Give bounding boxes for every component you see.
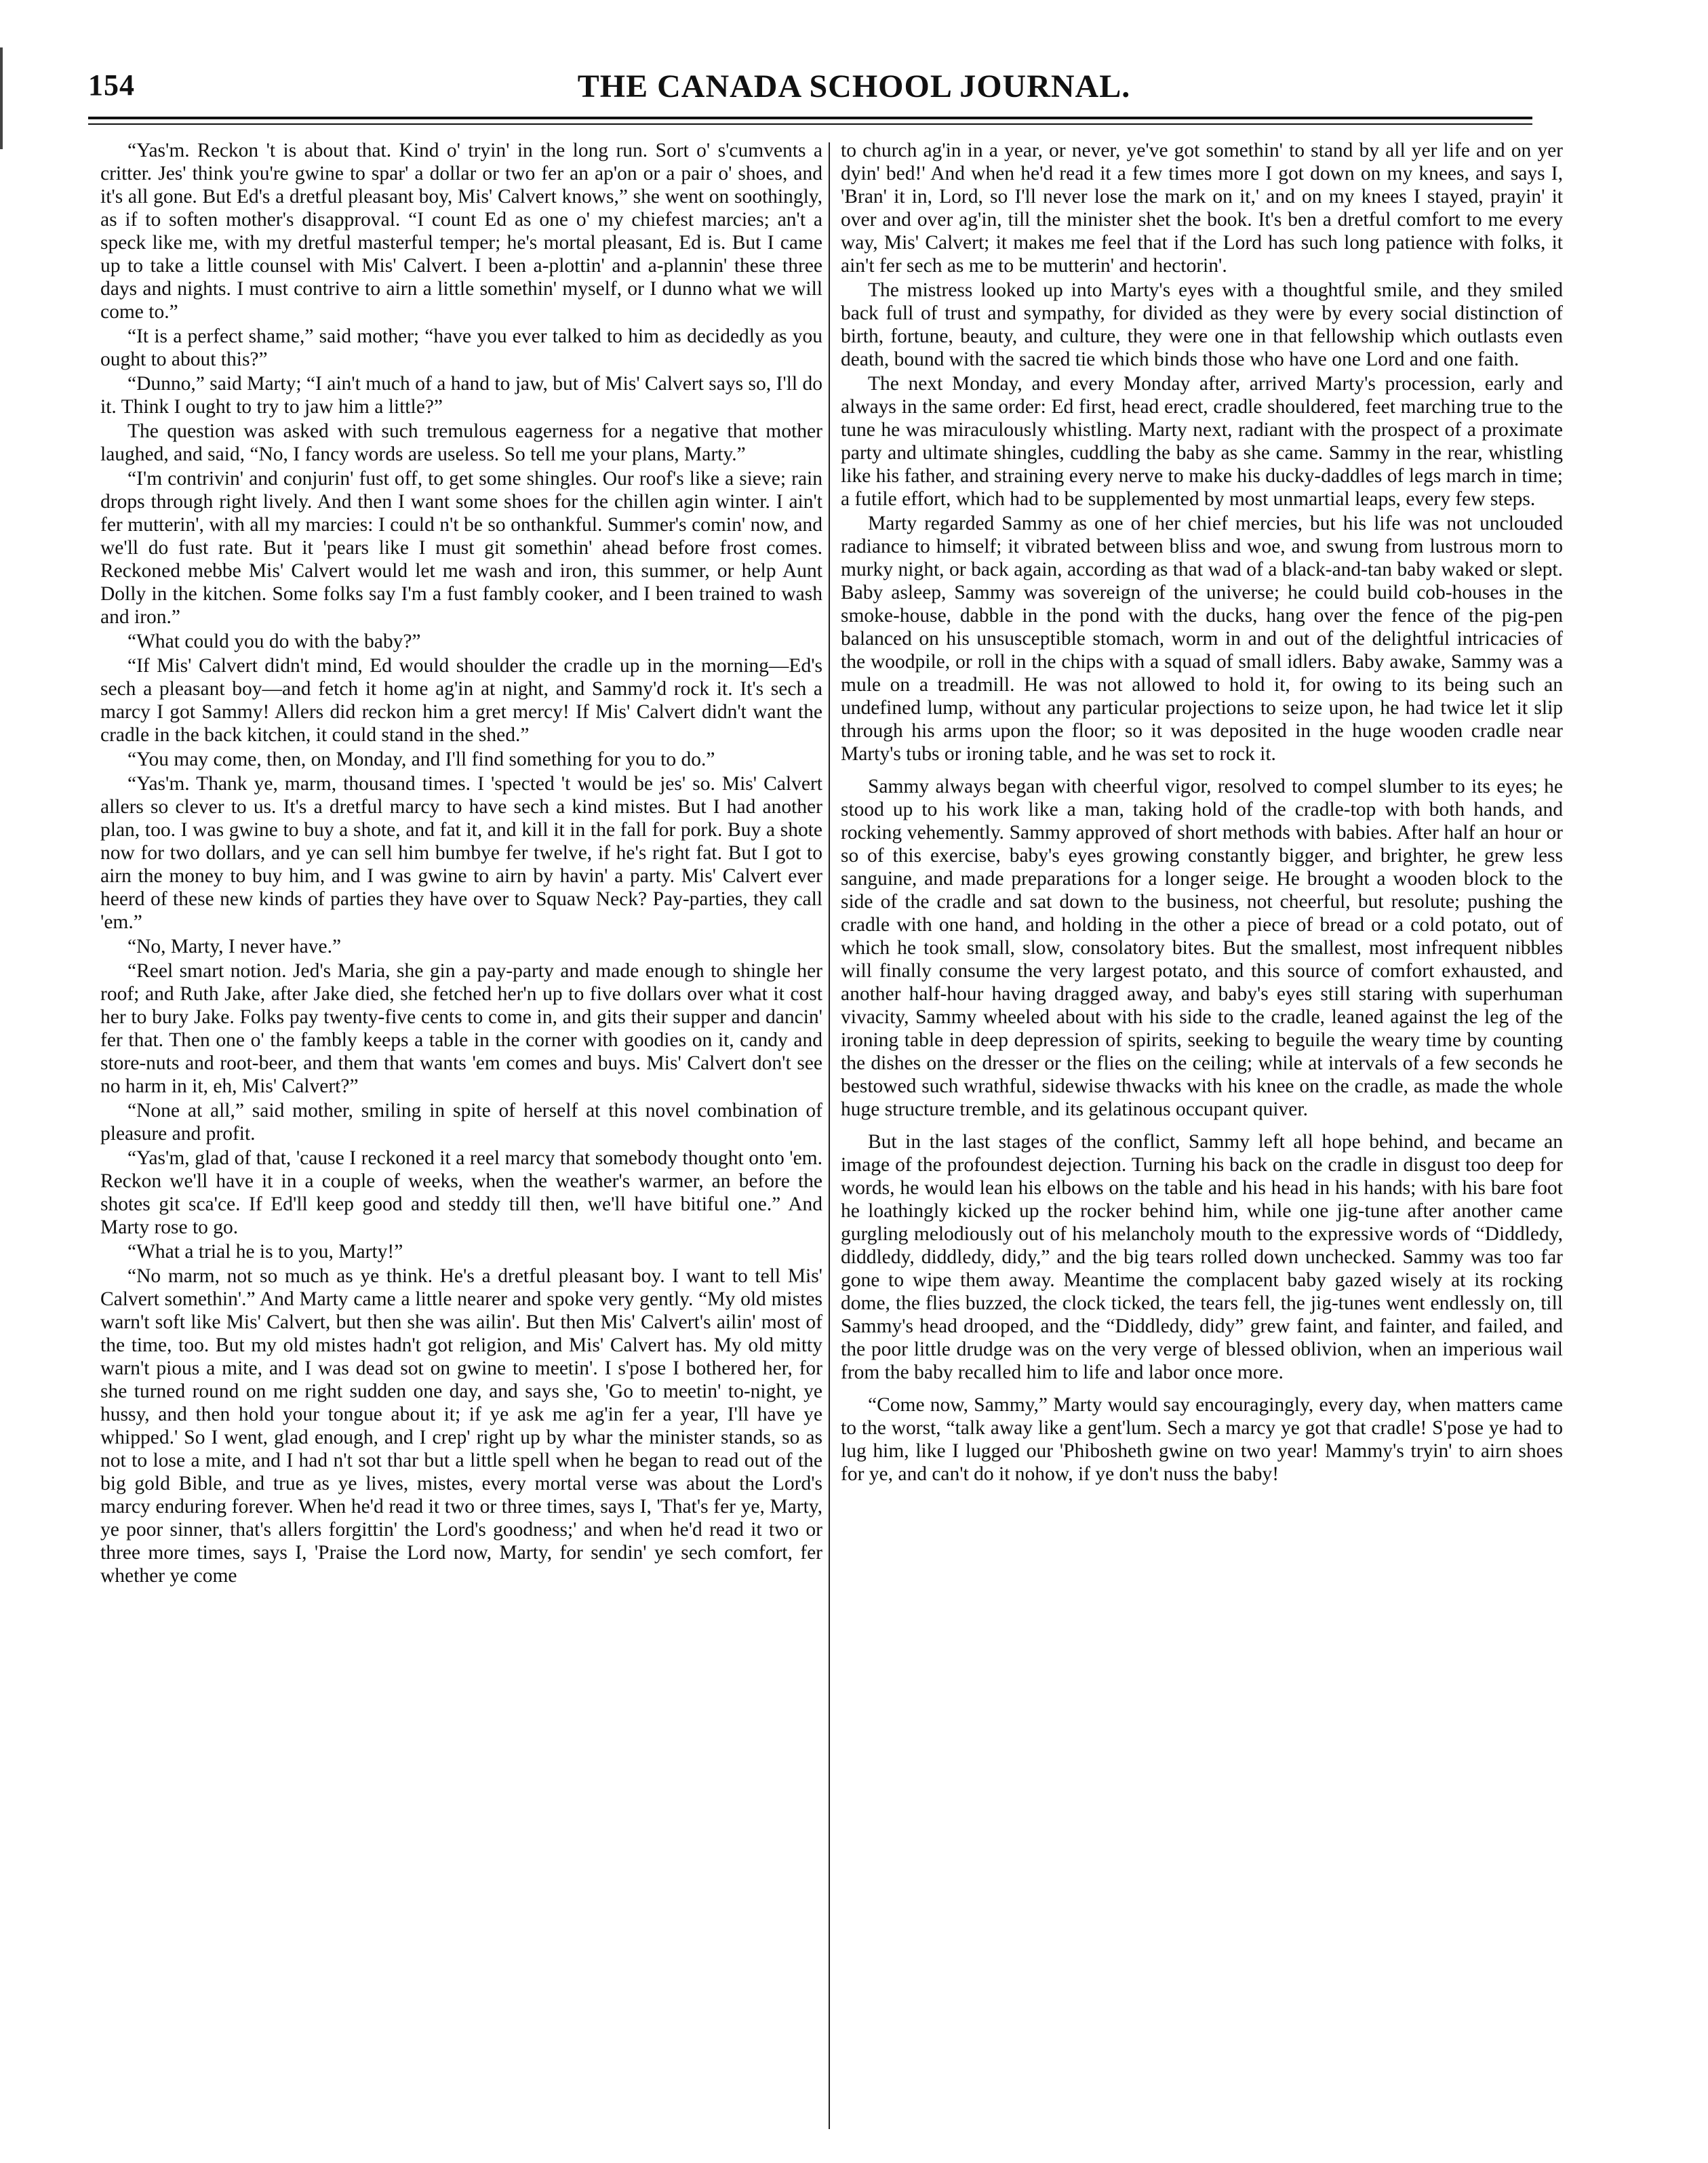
paragraph: “Dunno,” said Marty; “I ain't much of a hand to jaw, but of Mis' Calvert says so, I'll do it. Think I ought to try to jaw him a little?” — [100, 373, 822, 418]
paragraph: “No, Marty, I never have.” — [127, 936, 342, 957]
paragraph: “It is a perfect shame,” said mother; “have you ever talked to him as decidedly as you ought to about this?” — [100, 325, 822, 370]
journal-title: THE CANADA SCHOOL JOURNAL. — [577, 68, 1131, 104]
paragraph: “No marm, not so much as ye think. He's a dretful pleasant boy. I want to tell Mis' Calvert somethin'.” And Marty came a little nearer and spoke very gently. “My old mistes warn't soft like Mis' Calvert, but then she was ailin'. But then Mis' Calvert's ailin' most of the time, too. But my old mistes hadn't got religion, and Mis' Calvert has. My old mitty warn't pious a mite, and I was dead sot on gwine to meetin'. I s'pose I bothered her, for she turned round on me right sudden one day, and says she, 'Go to meetin' to-night, ye hussy, and then hold your tongue about it; if ye ask me ag'in fer a year, I'll have ye whipped.' So I went, glad enough, and I crep' right up by whar the minister stands, so as not to lose a mite, and I had n't sot thar but a little spell when he began to read out of the big gold Bible, and true as ye lives, mistes, every mortal verse was about the Lord's marcy enduring forever. When he'd read it two or three times, says I, 'That's fer ye, Marty, ye poor sinner, that's allers forgittin' the Lord's goodness;' and when he'd read it two or three more times, says I, 'Praise the Lord now, Marty, for sendin' ye sech comfort, fer whether ye come — [100, 1265, 822, 1587]
paragraph: “If Mis' Calvert didn't mind, Ed would shoulder the cradle up in the morning—Ed's sech a pleasant boy—and fetch it home ag'in at night, and Sammy'd rock it. It's sech a marcy I got Sammy! Allers did reckon him a gret mercy! If Mis' Calvert didn't want the cradle in the back kitchen, it could stand in the shed.” — [100, 655, 822, 746]
paragraph: “Come now, Sammy,” Marty would say encouragingly, every day, when matters came to the worst, “talk away like a gent'lum. Sech a marcy ye got that cradle! S'pose ye had to lug him, like I lugged our 'Phibosheth gwine on two year! Mammy's tryin' to airn shoes for ye, and can't do it nohow, if ye don't nuss the baby! — [841, 1394, 1563, 1485]
paragraph: “I'm contrivin' and conjurin' fust off, to get some shingles. Our roof's like a sieve; rain drops through right lively. And then I want some shoes for the chillen agin winter. I ain't fer mutterin', with all my marcies: I could n't be so onthankful. Summer's comin' now, and we'll do fust rate. But it 'pears like I must git somethin' ahead before frost comes. Reckoned mebbe Mis' Calvert would let me wash and iron, this summer, or help Aunt Dolly in the kitchen. Some folks say I'm a fust fambly cooker, and I been trained to wash and iron.” — [100, 468, 822, 628]
paragraph: The next Monday, and every Monday after, arrived Marty's procession, early and always in the same order: Ed first, head erect, cradle shouldered, feet marching true to the tune he was miraculously whistling. Marty next, radiant with the prospect of a proximate party and ultimate shingles, cuddling the baby as she came. Sammy in the rear, whistling like his father, and straining every nerve to make his ducky-daddles of legs march in time; a futile effort, which had to be supplemented by most unmartial leaps, every few steps. — [841, 373, 1563, 510]
header-rule-thin — [88, 123, 1532, 125]
column-divider — [829, 142, 830, 2129]
page-number: 154 — [88, 68, 135, 102]
paragraph-continued: to church ag'in in a year, or never, ye've got somethin' to stand by all yer life and on yer dyin' bed!' And when he'd read it a few times more I got down on my knees, and says I, 'Bran' it in, Lord, so I'll never lose the mark on it,' and on my knees I stayed, prayin' it over and over ag'in, till the minister shet the book. It's ben a dretful comfort to me every way, Mis' Calvert; it makes me feel that if the Lord has such long patience with folks, it ain't fer sech as me to be mutterin' and hectorin'. — [841, 140, 1563, 277]
left-column — [100, 139, 822, 2105]
header-rule-thick — [88, 117, 1532, 119]
paragraph: “You may come, then, on Monday, and I'll find something for you to do.” — [127, 749, 715, 770]
paragraph: The mistress looked up into Marty's eyes with a thoughtful smile, and they smiled back full of trust and sympathy, for divided as they were by every social distinction of birth, fortune, beauty, and culture, they were one in that fellowship which outlasts even death, bound with the sacred tie which binds those who have one Lord and one faith. — [841, 279, 1563, 370]
paragraph: “Reel smart notion. Jed's Maria, she gin a pay-party and made enough to shingle her roof; and Ruth Jake, after Jake died, she fetched her'n up to five dollars over what it cost her to bury Jake. Folks pay twenty-five cents to come in, and gits their supper and dancin' fer that. Then one o' the fambly keeps a table in the corner with goodies on it, candy and store-nuts and root-beer, and them that wants 'em comes and buys. Mis' Calvert don't see no harm in it, eh, Mis' Calvert?” — [100, 960, 822, 1097]
paragraph: “Yas'm. Thank ye, marm, thousand times. I 'spected 't would be jes' so. Mis' Calvert allers so clever to us. It's a dretful marcy to have sech a kind mistes. But I had another plan, too. I was gwine to buy a shote, and fat it, and kill it in the fall for pork. Buy a shote now for two dollars, and ye can sell him bumbye fer twelve, if he's right fat. But I got to airn the money to buy him, and I was gwine to airn by havin' a party. Mis' Calvert ever heerd of these new kinds of parties they have over to Squaw Neck? Pay-parties, they call 'em.” — [100, 773, 822, 933]
paragraph: Sammy always began with cheerful vigor, resolved to compel slumber to its eyes; he stood up to his work like a man, taking hold of the cradle-top with both hands, and rocking vehemently. Sammy approved of short methods with babies. After half an hour or so of this exercise, baby's eyes growing constantly bigger, and brighter, he grew less sanguine, and made preparations for a longer seige. He brought a wooden block to the side of the cradle and sat down to the business, not cheerful, but resolute; pushing the cradle with one hand, and holding in the other a piece of bread or a cold potato, out of which he took small, slow, consolatory bites. But the smallest, most infrequent nibbles will finally consume the very largest potato, and this source of comfort exhausted, and another half-hour having dragged away, and baby's eyes still staring with superhuman vivacity, Sammy wheeled about with his side to the cradle, leaned against the leg of the ironing table in deep depression of spirits, seeking to beguile the weary time by counting the dishes on the dresser or the flies on the ceiling; while at intervals of a few seconds he bestowed such wrathful, sidewise thwacks with his knee on the cradle, as made the whole huge structure tremble, and its gelatinous occupant quiver. — [841, 776, 1563, 1120]
right-column — [841, 139, 1563, 2105]
paragraph: “What a trial he is to you, Marty!” — [127, 1241, 403, 1263]
paragraph: “Yas'm. Reckon 't is about that. Kind o' tryin' in the long run. Sort o' s'cumvents a critter. Jes' think you're gwine to spar' a dollar or two fer an ap'on or a pair o' shoes, and it's all gone. But Ed's a dretful pleasant boy, Mis' Calvert knows,” she went on soothingly, as if to soften mother's disapproval. “I count Ed as one o' my chiefest marcies; an't a speck like me, with my dretful masterful temper; he's mortal pleasant, Ed is. But I came up to take a little counsel with Mis' Calvert. I been a-plottin' and a-plannin' these three days and nights. I must contrive to airn a little somethin' myself, or I dunno what we will come to.” — [100, 140, 822, 323]
paragraph: But in the last stages of the conflict, Sammy left all hope behind, and became an image of the profoundest dejection. Turning his back on the cradle in disgust too deep for words, he would lean his elbows on the table and his head in his hands; with his bare foot he loathingly kicked up the rocker behind him, while one jig-tune after another came gurgling melodiously out of his melancholy mouth to the expressive words of “Diddledy, diddledy, diddledy, didy,” and the big tears rolled down unchecked. Sammy was too far gone to wipe them away. Meantime the complacent baby gazed wisely at its rocking dome, the flies buzzed, the clock ticked, the tears fell, the jig-tunes went endlessly on, till Sammy's head drooped, and the “Diddledy, didy” grew faint, and fainter, and failed, and the poor little drudge was on the very verge of blessed oblivion, when an imperious wail from the baby recalled him to life and labor once more. — [841, 1131, 1563, 1383]
paragraph: “None at all,” said mother, smiling in spite of herself at this novel combination of pleasure and profit. — [100, 1100, 822, 1145]
paragraph: “Yas'm, glad of that, 'cause I reckoned it a reel marcy that somebody thought onto 'em. Reckon we'll have it in a couple of weeks, when the weather's warmer, an before the shotes git sca'ce. If Ed'll keep good and steddy till then, we'll have bitiful one.” And Marty rose to go. — [100, 1147, 822, 1238]
paragraph: Marty regarded Sammy as one of her chief mercies, but his life was not unclouded radiance to himself; it vibrated between bliss and woe, and swung from lustrous morn to murky night, or back again, according as that wad of a black-and-tan baby waked or slept. Baby asleep, Sammy was sovereign of the universe; he could build cob-houses in the smoke-house, dabble in the pond with the ducks, hang over the fence of the pig-pen balanced on his unsusceptible stomach, worm in and out of the delightful intricacies of the woodpile, or roll in the chips with a squad of small idlers. Baby awake, Sammy was a mule on a treadmill. He was not allowed to hold it, for owing to its being such an undefined lump, without any particular projections to seize upon, he had twice let it slip through his arms upon the floor; so it was deposited in the huge wooden cradle near Marty's tubs or ironing table, and he was set to rock it. — [841, 513, 1563, 765]
paragraph: The question was asked with such tremulous eagerness for a negative that mother laughed, and said, “No, I fancy words are useless. So tell me your plans, Marty.” — [100, 420, 822, 465]
paragraph: “What could you do with the baby?” — [127, 631, 421, 652]
